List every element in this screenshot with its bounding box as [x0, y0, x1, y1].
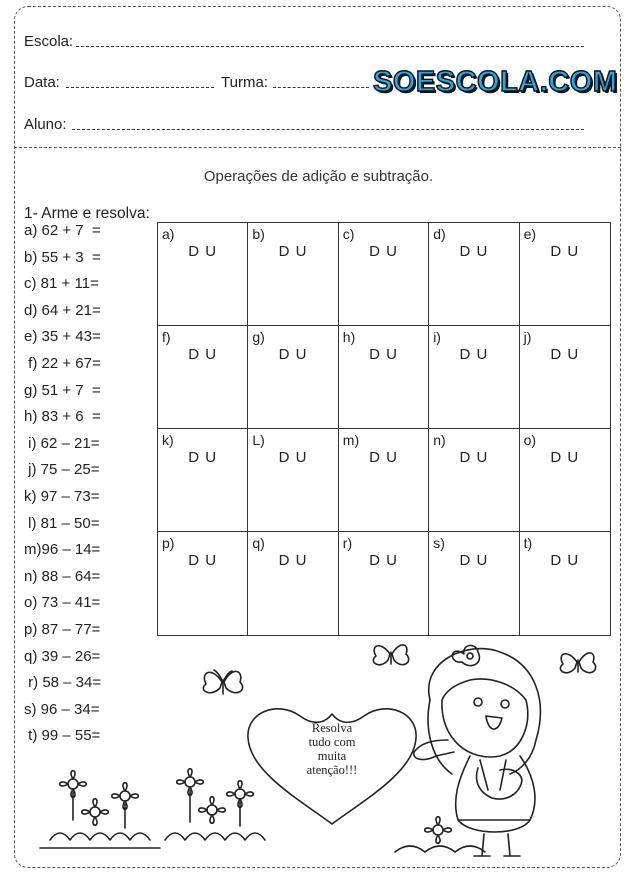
heart-line: muita [317, 749, 347, 763]
du-label: D U [369, 243, 398, 260]
du-label: D U [188, 552, 218, 569]
cell-letter: r) [342, 535, 353, 551]
page-title: Operações de adição e subtração. [203, 168, 434, 185]
girl-illustration [414, 645, 541, 856]
cell-letter: o) [523, 432, 537, 448]
du-label: D U [188, 346, 218, 363]
du-label: D U [550, 346, 580, 363]
problem-item: c) 81 + 11= [24, 275, 99, 293]
cell-letter: e) [523, 226, 537, 242]
flower-icon [40, 771, 160, 848]
du-label: D U [369, 346, 398, 363]
cell-letter: L) [252, 432, 265, 448]
problem-item: j) 75 – 25= [24, 461, 100, 479]
cell-letter: a) [162, 226, 175, 242]
butterfly-icon [203, 670, 242, 694]
cell-letter: c) [342, 226, 355, 242]
cell-letter: k) [162, 432, 174, 448]
cell-letter: p) [162, 535, 175, 551]
du-label: D U [278, 243, 308, 260]
problem-item: g) 51 + 7 = [24, 381, 101, 399]
problem-item: k) 97 – 73= [24, 487, 100, 505]
brand-logo: SOESCOLA.COM [373, 66, 618, 98]
problem-item: m)96 – 14= [24, 541, 101, 559]
cell-letter: q) [252, 535, 265, 551]
du-label: D U [550, 552, 580, 569]
butterfly-icon [560, 653, 595, 673]
flower-icon [395, 817, 485, 852]
flower-icon [165, 769, 265, 840]
heart-line: Resolva [311, 721, 353, 735]
du-label: D U [369, 552, 398, 569]
cell-letter: s) [433, 535, 445, 551]
du-label: D U [459, 552, 489, 569]
exercise-heading: 1- Arme e resolva: [24, 205, 150, 222]
cell-letter: i) [433, 329, 441, 345]
problem-item: d) 64 + 21= [24, 301, 101, 319]
problem-item: q) 39 – 26= [24, 647, 101, 665]
problem-item: n) 88 – 64= [24, 567, 101, 585]
du-label: D U [369, 449, 398, 466]
problem-item: a) 62 + 7 = [24, 222, 101, 239]
heart-line: tudo com [308, 735, 356, 749]
du-label: D U [550, 243, 580, 260]
heart-message [287, 721, 377, 777]
du-label: D U [459, 346, 489, 363]
du-label: D U [550, 449, 580, 466]
cell-letter: g) [252, 329, 265, 345]
cell-letter: b) [252, 226, 265, 242]
du-label: D U [459, 243, 489, 260]
problem-item: p) 87 – 77= [24, 620, 101, 638]
problem-item: s) 96 – 34= [24, 700, 100, 718]
du-label: D U [188, 243, 218, 260]
problem-item: r) 58 – 34= [24, 674, 102, 692]
student-label: Aluno: [24, 116, 67, 133]
du-label: D U [188, 449, 218, 466]
cell-letter: d) [433, 226, 446, 242]
cell-letter: f) [162, 329, 171, 345]
du-label: D U [278, 449, 308, 466]
problem-item: l) 81 – 50= [24, 514, 100, 532]
class-label: Turma: [221, 74, 268, 91]
du-label: D U [278, 552, 308, 569]
butterfly-icon [373, 645, 408, 665]
problem-item: f) 22 + 67= [24, 354, 101, 372]
cell-letter: t) [523, 535, 533, 551]
cell-letter: m) [342, 432, 360, 448]
problem-item: e) 35 + 43= [24, 328, 101, 346]
du-label: D U [459, 449, 489, 466]
heart-line: atenção!!! [306, 763, 358, 777]
problem-item: t) 99 – 55= [24, 727, 101, 745]
cell-letter: j) [523, 329, 532, 345]
cell-letter: h) [342, 329, 356, 345]
du-label: D U [278, 346, 308, 363]
problem-item: i) 62 – 21= [24, 434, 100, 452]
date-label: Data: [24, 74, 60, 91]
problem-item: o) 73 – 41= [24, 594, 101, 612]
problem-item: b) 55 + 3 = [24, 248, 101, 266]
cell-letter: n) [433, 432, 446, 448]
school-label: Escola: [24, 33, 74, 50]
problem-item: h) 83 + 6 = [24, 408, 101, 426]
